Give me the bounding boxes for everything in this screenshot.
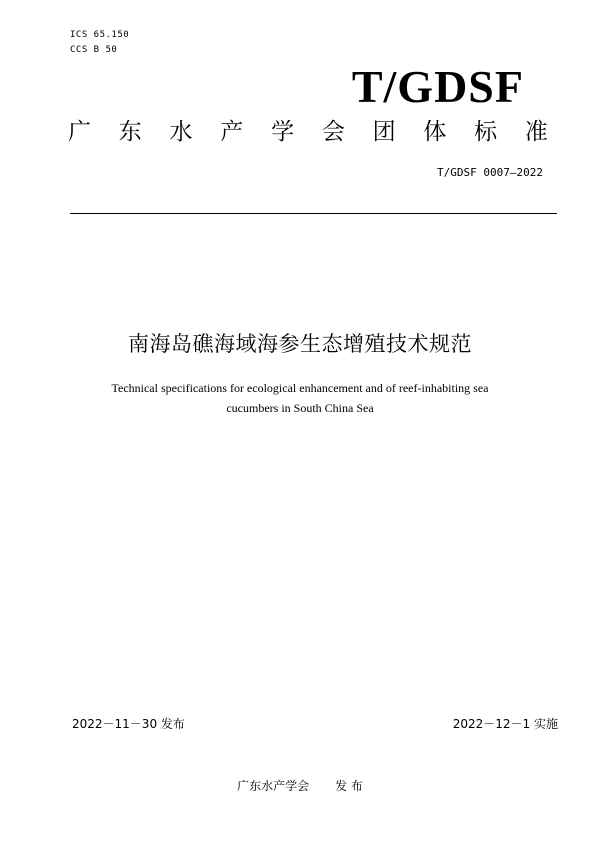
publisher-line xyxy=(0,778,600,794)
standard-type-char: 水 xyxy=(169,119,193,145)
standard-type-char: 准 xyxy=(524,119,548,145)
standard-type-char: 学 xyxy=(271,119,295,145)
publish-action: 发 布 xyxy=(335,779,363,793)
header-divider xyxy=(70,213,557,214)
standard-type-char: 体 xyxy=(423,119,447,145)
implementation-date: 2022－12－1 实施 xyxy=(452,717,558,731)
standard-number: T/GDSF 0007—2022 xyxy=(437,166,543,179)
standard-type-char: 标 xyxy=(474,119,498,145)
standard-type-char: 产 xyxy=(220,119,244,145)
issue-date: 2022－11－30 发布 xyxy=(72,717,185,731)
title-english-line: Technical specifications for ecological enhancement and of reef-inhabiting sea xyxy=(111,381,489,395)
standard-type-char: 东 xyxy=(118,119,142,145)
document-title-english xyxy=(60,378,540,418)
standard-type-char: 团 xyxy=(372,119,396,145)
ccs-code: CCS B 50 xyxy=(70,45,118,55)
standard-type-char: 会 xyxy=(321,119,345,145)
ics-code: ICS 65.150 xyxy=(70,30,130,40)
title-english-line: cucumbers in South China Sea xyxy=(226,401,374,415)
standard-code-title: T/GDSF xyxy=(351,61,524,112)
document-title-chinese: 南海岛礁海域海参生态增殖技术规范 xyxy=(128,332,472,356)
standard-type-char: 广 xyxy=(68,119,91,145)
publisher-name: 广东水产学会 xyxy=(237,779,310,793)
standard-type-heading xyxy=(68,117,548,147)
